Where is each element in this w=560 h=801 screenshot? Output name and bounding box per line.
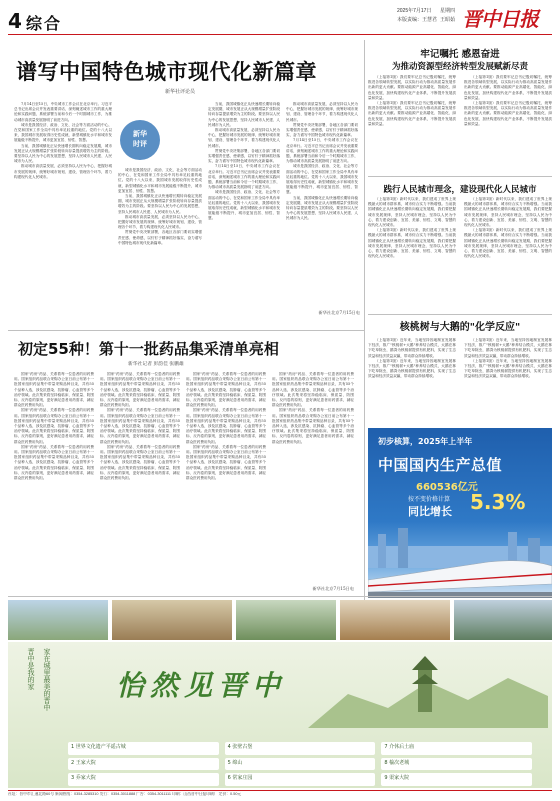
page-number: 4 xyxy=(8,9,22,33)
poster-item: 1 世界文化遗产平遥古城 xyxy=(68,742,219,755)
poster-vertical-1: 晋中是我的家 xyxy=(27,648,35,690)
page-header xyxy=(0,0,560,40)
people-city-body-1: （上接第1版）新时代以来，我们建成了世界上规模最大的城市群体系，城市综合实力不断增强。当前我国城镇化正从快速增长期转向稳定发展期，我们要把握城市发展规律，坚持人民城市理念，坚持以人民为中心，着力建设创新、宜居、美丽、韧性、文明、智慧的现代化人民城市。 （上接第1版）新时代以来，我们建成了世界上规模最大的城市群体系，城市综合实力不断增强。当前我国城镇化正从快速增长期转向稳定发展期，我们要把握城市发展规律，坚持人民城市理念，坚持以人民为中心，着力建设创新、宜居、美丽、韧性、文明、智慧的现代化人民城市。 xyxy=(368,197,456,259)
drug-source: 新华社北京7月15日电 xyxy=(312,586,354,591)
lead-headline[interactable]: 谱写中国特色城市现代化新篇章 xyxy=(16,60,317,84)
people-city-article xyxy=(368,180,552,312)
resource-article xyxy=(368,40,552,175)
poster-item: 5 绵山 xyxy=(225,758,376,771)
drug-headline[interactable]: 初定55种！第十一批药品集采清单亮相 xyxy=(18,340,279,358)
poster-item: 2 王家大院 xyxy=(68,758,219,771)
poster-item: 4 张壁古堡 xyxy=(225,742,376,755)
lead-column-2: 城市是我国经济、政治、文化、社会等方面活动的中心，在党和国家工作全局中具有举足轻重的地位。党的十八大以来，我国城市发展取得历史性成就，新型城镇化水平和城市发展能级不断提升，城市更加宜居、韧性、智慧。 当前，我国城镇化正从快速增长期转向稳定发展期，城市发展正从大规模增量扩张阶段转向存量提质增效为主的阶段。要坚持以人民为中心的发展思想，坚持人民城市人民建、人民城市为人民。 推动城市高质量发展，必须坚持以人民为中心，把握好城市发展的规律，统筹好城市规划、建设、管理各个环节，着力构建现代化人民城市。 贯彻党中央决策部署，各地区各部门要切实增强责任感、使命感，以钉钉子精神抓好落实，奋力谱写中国特色城市现代化新篇章。 xyxy=(118,168,202,245)
gdp-line2: 中国国内生产总值 xyxy=(378,456,503,474)
poster-item: 8 榆次老城 xyxy=(381,758,532,771)
poster-item: 9 渠家大院 xyxy=(381,773,532,786)
gdp-growth: 5.3% xyxy=(470,490,526,514)
section-name: 综合 xyxy=(26,14,63,33)
landscape-photo-5 xyxy=(454,600,552,640)
lead-column-4: 推动城市高质量发展，必须坚持以人民为中心，把握好城市发展的规律，统筹好城市规划、建设、管理各个环节，着力构建现代化人民城市。 贯彻党中央决策部署，各地区各部门要切实增强责任感、使命感，以钉钉子精神抓好落实，奋力谱写中国特色城市现代化新篇章。 7月14日至15日，中央城市工作会议在北京举行。习近平总书记出席会议并发表重要讲话，深刻阐述城市工作的重大理论和实践问题，系统部署当前和今后一个时期城市工作，为推动城市高质量发展指明了前进方向。 城市是我国经济、政治、文化、社会等方面活动的中心，在党和国家工作全局中具有举足轻重的地位。党的十八大以来，我国城市发展取得历史性成就，新型城镇化水平和城市发展能级不断提升，城市更加宜居、韧性、智慧。 当前，我国城镇化正从快速增长期转向稳定发展期，城市发展正从大规模增量扩张阶段转向存量提质增效为主的阶段。要坚持以人民为中心的发展思想，坚持人民城市人民建、人民城市为人民。 xyxy=(286,102,358,221)
header-weekday: 星期四 xyxy=(440,8,456,14)
pagoda-illustration xyxy=(308,648,548,728)
gdp-value: 660536亿元 xyxy=(416,482,478,493)
gdp-ad xyxy=(368,428,552,598)
xinhua-comment-badge: 新华 时评 xyxy=(120,120,160,160)
header-designer: 王昭茹 xyxy=(440,17,456,23)
landscape-photo-3 xyxy=(236,600,336,640)
birds-article xyxy=(368,316,552,424)
masthead-logo: 晋中日报 xyxy=(462,7,538,31)
train-illustration xyxy=(368,528,552,598)
poster-title: 怡然见晋中 xyxy=(116,669,287,702)
poster-item: 6 常家庄园 xyxy=(225,773,376,786)
birds-body-1: （上接第1版）近年来，当地坚持因地制宜发展林下经济，推广"核桃树+大鹅"种养结合模式，大鹅在林下吃草除虫，鹅粪为核桃树提供有机肥料，实现了生态效益和经济效益双赢，带动群众持续增收。 （上接第1版）近年来，当地坚持因地制宜发展林下经济，推广"核桃树+大鹅"种养结合模式，大鹅在林下吃草除虫，鹅粪为核桃树提供有机肥料，实现了生态效益和经济效益双赢，带动群众持续增收。 xyxy=(368,338,456,379)
lead-continuation xyxy=(284,310,360,328)
lead-article xyxy=(8,40,360,328)
poster-items xyxy=(68,742,538,786)
header-date: 2025年7月17日 xyxy=(397,8,432,14)
resource-body-2: （上接第1版）我们要牢记总书记殷切嘱托，统筹推进各领域转型发展，以实际行动为推动高质量发展作出新的更大贡献。要推动能源产业高端化、智能化、绿色化发展，加快构建现代化产业体系，不断提升发展质量和效益。 （上接第1版）我们要牢记总书记殷切嘱托，统筹推进各领域转型发展，以实际行动为推动高质量发展作出新的更大贡献。要推动能源产业高端化、智能化、绿色化发展，加快构建现代化产业体系，不断提升发展质量和效益。 xyxy=(464,75,552,126)
page-footer: 社址：晋中市汇通北路60号 新闻热线：0354-3285310 发行：0354-3011888 广告：0354-3011111 印刷：山西晋中日报印刷厂 定价：0.50元 xyxy=(8,792,242,796)
people-city-body-2: （上接第1版）新时代以来，我们建成了世界上规模最大的城市群体系，城市综合实力不断增强。当前我国城镇化正从快速增长期转向稳定发展期，我们要把握城市发展规律，坚持人民城市理念，坚持以人民为中心，着力建设创新、宜居、美丽、韧性、文明、智慧的现代化人民城市。 （上接第1版）新时代以来，我们建成了世界上规模最大的城市群体系，城市综合实力不断增强。当前我国城镇化正从快速增长期转向稳定发展期，我们要把握城市发展规律，坚持人民城市理念，坚持以人民为中心，着力建设创新、宜居、美丽、韧性、文明、智慧的现代化人民城市。 xyxy=(464,197,552,259)
photo-strip xyxy=(8,600,552,640)
drug-column-4: 国家"药房"药品、关系着每一位患者的用药费用。国家组织药品联合采购办公室日前公布第十一批国家组织药品集中带量采购品种目录，共有55个品种入选，涉及抗感染、抗肿瘤、心血管等多个治疗领域。此次集采将坚持稳临床、保质量、防围标、反内卷的原则，更好满足患者用药需求，减轻群众医药费用负担。 国家"药房"药品、关系着每一位患者的用药费用。国家组织药品联合采购办公室日前公布第十一批国家组织药品集中带量采购品种目录，共有55个品种入选，涉及抗感染、抗肿瘤、心血管等多个治疗领域。此次集采将坚持稳临床、保质量、防围标、反内卷的原则，更好满足患者用药需求，减轻群众医药费用负担。 xyxy=(272,372,354,444)
gdp-line3: 按不变价格计算 xyxy=(408,496,451,503)
poster-vertical-2: 家在城里最美的晋中 xyxy=(43,648,51,711)
birds-body-2: （上接第1版）近年来，当地坚持因地制宜发展林下经济，推广"核桃树+大鹅"种养结合模式，大鹅在林下吃草除虫，鹅粪为核桃树提供有机肥料，实现了生态效益和经济效益双赢，带动群众持续增收。 （上接第1版）近年来，当地坚持因地制宜发展林下经济，推广"核桃树+大鹅"种养结合模式，大鹅在林下吃草除虫，鹅粪为核桃树提供有机肥料，实现了生态效益和经济效益双赢，带动群众持续增收。 xyxy=(464,338,552,379)
header-editor: 本版责编：王慧君 xyxy=(397,17,438,23)
drug-column-1: 国家"药房"药品、关系着每一位患者的用药费用。国家组织药品联合采购办公室日前公布第十一批国家组织药品集中带量采购品种目录，共有55个品种入选，涉及抗感染、抗肿瘤、心血管等多个治疗领域。此次集采将坚持稳临床、保质量、防围标、反内卷的原则，更好满足患者用药需求，减轻群众医药费用负担。 国家"药房"药品、关系着每一位患者的用药费用。国家组织药品联合采购办公室日前公布第十一批国家组织药品集中带量采购品种目录，共有55个品种入选，涉及抗感染、抗肿瘤、心血管等多个治疗领域。此次集采将坚持稳临床、保质量、防围标、反内卷的原则，更好满足患者用药需求，减轻群众医药费用负担。 国家"药房"药品、关系着每一位患者的用药费用。国家组织药品联合采购办公室日前公布第十一批国家组织药品集中带量采购品种目录，共有55个品种入选，涉及抗感染、抗肿瘤、心血管等多个治疗领域。此次集采将坚持稳临床、保质量、防围标、反内卷的原则，更好满足患者用药需求，减轻群众医药费用负担。 xyxy=(14,372,94,481)
drug-column-2: 国家"药房"药品、关系着每一位患者的用药费用。国家组织药品联合采购办公室日前公布第十一批国家组织药品集中带量采购品种目录，共有55个品种入选，涉及抗感染、抗肿瘤、心血管等多个治疗领域。此次集采将坚持稳临床、保质量、防围标、反内卷的原则，更好满足患者用药需求，减轻群众医药费用负担。 国家"药房"药品、关系着每一位患者的用药费用。国家组织药品联合采购办公室日前公布第十一批国家组织药品集中带量采购品种目录，共有55个品种入选，涉及抗感染、抗肿瘤、心血管等多个治疗领域。此次集采将坚持稳临床、保质量、防围标、反内卷的原则，更好满足患者用药需求，减轻群众医药费用负担。 国家"药房"药品、关系着每一位患者的用药费用。国家组织药品联合采购办公室日前公布第十一批国家组织药品集中带量采购品种目录，共有55个品种入选，涉及抗感染、抗肿瘤、心血管等多个治疗领域。此次集采将坚持稳临床、保质量、防围标、反内卷的原则，更好满足患者用药需求，减轻群众医药费用负担。 xyxy=(100,372,180,481)
resource-title-1[interactable]: 牢记嘱托 感恩奋进 xyxy=(420,49,500,60)
poster-item: 7 介休后土庙 xyxy=(381,742,532,755)
drug-article xyxy=(8,332,360,594)
gdp-line1: 初步核算，2025年上半年 xyxy=(378,437,473,446)
birds-title[interactable]: 核桃树与大鹅的"化学反应" xyxy=(399,322,521,333)
poster-item: 3 乔家大院 xyxy=(68,773,219,786)
landscape-photo-4 xyxy=(340,600,450,640)
tourism-poster xyxy=(8,642,552,788)
gdp-line4: 同比增长 xyxy=(408,505,452,518)
lead-source: 新华社北京7月15日电 xyxy=(318,310,360,315)
drug-column-3: 国家"药房"药品、关系着每一位患者的用药费用。国家组织药品联合采购办公室日前公布第十一批国家组织药品集中带量采购品种目录，共有55个品种入选，涉及抗感染、抗肿瘤、心血管等多个治疗领域。此次集采将坚持稳临床、保质量、防围标、反内卷的原则，更好满足患者用药需求，减轻群众医药费用负担。 国家"药房"药品、关系着每一位患者的用药费用。国家组织药品联合采购办公室日前公布第十一批国家组织药品集中带量采购品种目录，共有55个品种入选，涉及抗感染、抗肿瘤、心血管等多个治疗领域。此次集采将坚持稳临床、保质量、防围标、反内卷的原则，更好满足患者用药需求，减轻群众医药费用负担。 国家"药房"药品、关系着每一位患者的用药费用。国家组织药品联合采购办公室日前公布第十一批国家组织药品集中带量采购品种目录，共有55个品种入选，涉及抗感染、抗肿瘤、心血管等多个治疗领域。此次集采将坚持稳临床、保质量、防围标、反内卷的原则，更好满足患者用药需求，减轻群众医药费用负担。 xyxy=(186,372,266,481)
resource-title-2[interactable]: 为推动资源型经济转型发展赋新尽责 xyxy=(391,62,528,72)
landscape-photo-1 xyxy=(8,600,108,640)
lead-column-3: 当前，我国城镇化正从快速增长期转向稳定发展期，城市发展正从大规模增量扩张阶段转向存量提质增效为主的阶段。要坚持以人民为中心的发展思想，坚持人民城市人民建、人民城市为人民。 推动城市高质量发展，必须坚持以人民为中心，把握好城市发展的规律，统筹好城市规划、建设、管理各个环节，着力构建现代化人民城市。 贯彻党中央决策部署，各地区各部门要切实增强责任感、使命感，以钉钉子精神抓好落实，奋力谱写中国特色城市现代化新篇章。 7月14日至15日，中央城市工作会议在北京举行。习近平总书记出席会议并发表重要讲话，深刻阐述城市工作的重大理论和实践问题，系统部署当前和今后一个时期城市工作，为推动城市高质量发展指明了前进方向。 城市是我国经济、政治、文化、社会等方面活动的中心，在党和国家工作全局中具有举足轻重的地位。党的十八大以来，我国城市发展取得历史性成就，新型城镇化水平和城市发展能级不断提升，城市更加宜居、韧性、智慧。 xyxy=(208,102,280,221)
people-city-title[interactable]: 践行人民城市理念，建设现代化人民城市 xyxy=(383,185,537,195)
drug-byline: 新华社记者 彭韵佳 张鹏雄 xyxy=(128,362,184,367)
lead-column-1: 7月14日至15日，中央城市工作会议在北京举行。习近平总书记出席会议并发表重要讲话，深刻阐述城市工作的重大理论和实践问题，系统部署当前和今后一个时期城市工作，为推动城市高质量发展指明了前进方向。 城市是我国经济、政治、文化、社会等方面活动的中心，在党和国家工作全局中具有举足轻重的地位。党的十八大以来，我国城市发展取得历史性成就，新型城镇化水平和城市发展能级不断提升，城市更加宜居、韧性、智慧。 当前，我国城镇化正从快速增长期转向稳定发展期，城市发展正从大规模增量扩张阶段转向存量提质增效为主的阶段。要坚持以人民为中心的发展思想，坚持人民城市人民建、人民城市为人民。 推动城市高质量发展，必须坚持以人民为中心，把握好城市发展的规律，统筹好城市规划、建设、管理各个环节，着力构建现代化人民城市。 xyxy=(14,102,112,179)
landscape-photo-2 xyxy=(112,600,232,640)
lead-byline: 新华社评论员 xyxy=(165,89,196,95)
resource-body: （上接第1版）我们要牢记总书记殷切嘱托，统筹推进各领域转型发展，以实际行动为推动高质量发展作出新的更大贡献。要推动能源产业高端化、智能化、绿色化发展，加快构建现代化产业体系，不断提升发展质量和效益。 （上接第1版）我们要牢记总书记殷切嘱托，统筹推进各领域转型发展，以实际行动为推动高质量发展作出新的更大贡献。要推动能源产业高端化、智能化、绿色化发展，加快构建现代化产业体系，不断提升发展质量和效益。 xyxy=(368,75,456,126)
